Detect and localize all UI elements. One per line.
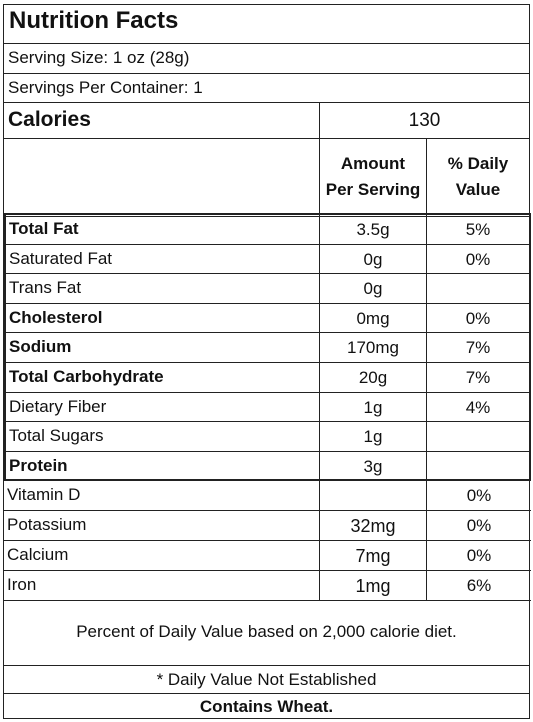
calories-value: 130 (319, 103, 529, 138)
nutrient-row (6, 245, 529, 275)
amount-column-header: Amount Per Serving (319, 139, 426, 216)
nutrient-amount: 0mg (319, 304, 426, 333)
nutrient-daily-value: 5% (426, 215, 529, 244)
nutrient-amount: 3g (319, 452, 426, 482)
nutrient-daily-value: 0% (426, 481, 531, 510)
nutrient-name: Saturated Fat (9, 248, 113, 268)
allergen-row (4, 694, 529, 720)
nutrient-name: Total Sugars (9, 426, 104, 446)
nutrient-amount: 32mg (319, 511, 426, 540)
not-established-note: * Daily Value Not Established (156, 670, 377, 689)
nutrient-name: Total Carbohydrate (9, 367, 164, 386)
nutrient-name: Potassium (7, 515, 87, 534)
nutrient-name: Vitamin D (7, 485, 81, 504)
nutrition-facts-label (3, 4, 530, 719)
vitamin-row (4, 481, 531, 511)
nutrient-amount: 3.5g (319, 215, 426, 244)
nutrient-amount: 0g (319, 245, 426, 274)
title-row (4, 5, 529, 44)
vitamin-row (4, 511, 531, 541)
nutrient-name: Trans Fat (9, 278, 82, 298)
nutrient-row (6, 363, 529, 393)
nutrient-name: Cholesterol (9, 307, 103, 327)
nutrient-daily-value: 0% (426, 245, 529, 274)
nutrient-table (4, 213, 531, 481)
column-header-row (4, 139, 529, 217)
calories-label: Calories (8, 108, 91, 131)
daily-value-footnote: Percent of Daily Value based on 2,000 calorie diet. (76, 622, 457, 641)
nutrient-daily-value: 7% (426, 363, 529, 392)
nutrient-amount: 1mg (319, 571, 426, 600)
label-title: Nutrition Facts (9, 7, 179, 34)
nutrient-name: Protein (9, 455, 68, 475)
serving-size: Serving Size: 1 oz (28g) (8, 48, 190, 67)
nutrient-row (6, 452, 529, 482)
nutrient-daily-value: 4% (426, 393, 529, 422)
nutrient-amount: 1g (319, 422, 426, 451)
nutrient-row (6, 274, 529, 304)
not-established-row (4, 666, 529, 694)
nutrient-amount: 170mg (319, 333, 426, 362)
vitamin-table (4, 481, 531, 601)
daily-value-column-header: % Daily Value (426, 139, 529, 216)
serving-size-row (4, 44, 529, 74)
nutrient-name: Total Fat (9, 219, 79, 238)
vitamin-row (4, 541, 531, 571)
nutrient-name: Calcium (7, 545, 69, 564)
calories-row (4, 103, 529, 139)
nutrient-daily-value (426, 274, 529, 303)
nutrient-daily-value: 0% (426, 541, 531, 570)
nutrient-daily-value (426, 422, 529, 451)
nutrient-daily-value: 6% (426, 571, 531, 600)
nutrient-daily-value: 7% (426, 333, 529, 362)
nutrient-row (6, 333, 529, 363)
nutrient-daily-value (426, 452, 529, 482)
nutrient-amount: 1g (319, 393, 426, 422)
nutrient-row (6, 422, 529, 452)
vitamin-row (4, 571, 531, 601)
allergen-statement: Contains Wheat. (199, 697, 334, 716)
nutrient-name: Iron (7, 575, 37, 594)
servings-per-container: Servings Per Container: 1 (8, 78, 203, 97)
nutrient-amount: 7mg (319, 541, 426, 570)
nutrient-row (6, 304, 529, 334)
nutrient-amount: 0g (319, 274, 426, 303)
servings-per-container-row (4, 74, 529, 103)
nutrient-name: Sodium (9, 337, 72, 357)
nutrient-daily-value: 0% (426, 511, 531, 540)
nutrient-amount: 20g (319, 363, 426, 392)
nutrient-name: Dietary Fiber (9, 396, 107, 416)
nutrient-amount (319, 481, 426, 510)
nutrient-row (6, 393, 529, 423)
nutrient-row (6, 215, 529, 245)
nutrient-daily-value: 0% (426, 304, 529, 333)
footnote-row (4, 601, 529, 666)
